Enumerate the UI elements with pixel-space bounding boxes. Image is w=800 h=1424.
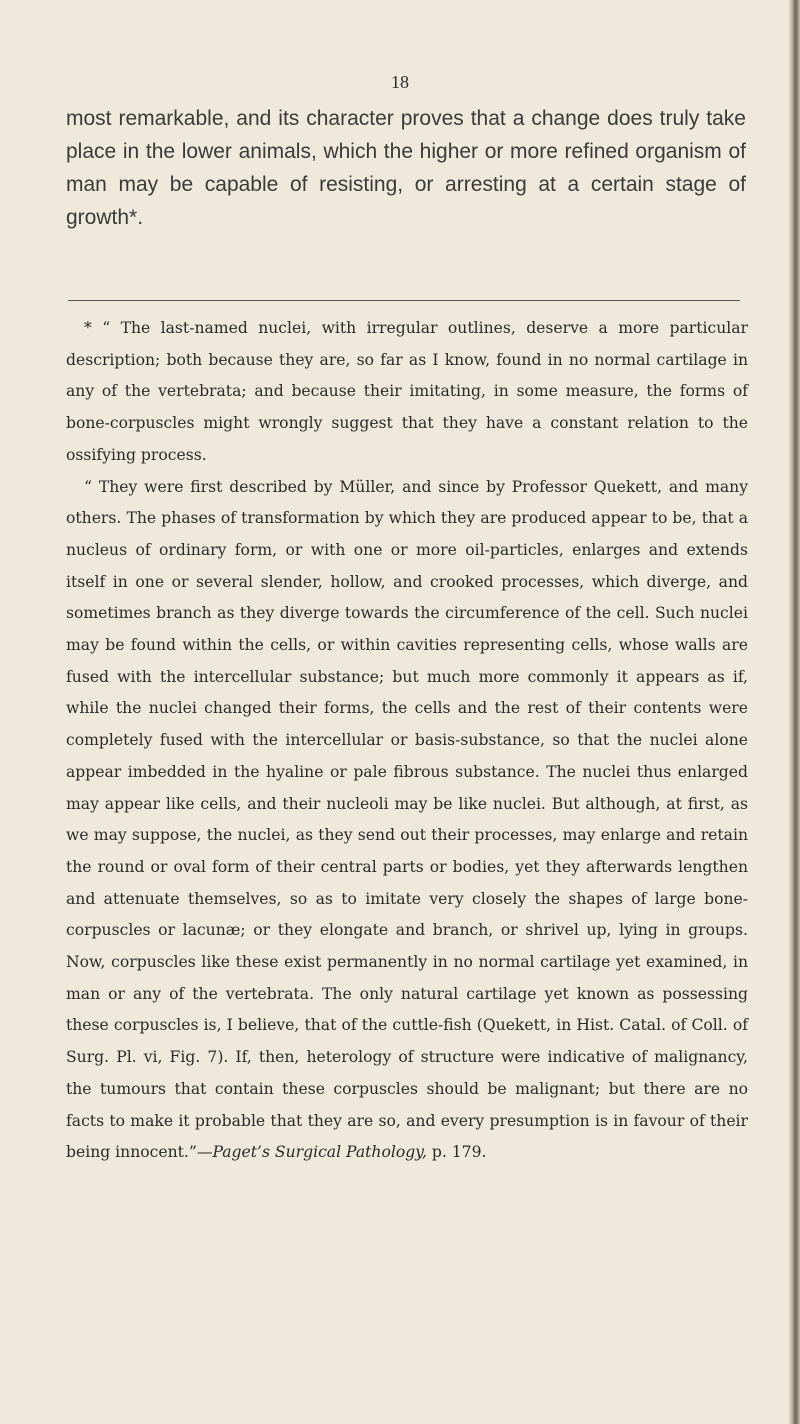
citation-title: Paget’s Surgical Pathology, (212, 1143, 427, 1162)
page-binding-edge (788, 0, 800, 1424)
citation-page: p. 179. (426, 1143, 487, 1162)
footnote-paragraph-2 (66, 472, 748, 1169)
footnote-paragraph-1: * “ The last-named nuclei, with irregular outlines, deserve a more particular description; both because they are, so far as I know, found in no normal cartilage in any of the vertebrata; and because their imitating, in some measure, the forms of bone-corpuscles might wrongly suggest that they have a constant relation to the ossifying process. (66, 319, 748, 464)
footnote (66, 313, 748, 1169)
footnote-paragraph-2-text: “ They were first described by Müller, and since by Professor Quekett, and many others. The phases of transformation by which they are produced appear to be, that a nucleus of ordinary form, or with one or more oil-particles, enlarges and extends itself in one or several slender, hollow, and crooked processes, which diverge, and sometimes branch as they diverge towards the circumference of the cell. Such nuclei may be found within the cells, or within cavities representing cells, whose walls are fused with the intercellular substance; but much more commonly it appears as if, while the nuclei changed their forms, the cells and the rest of their contents were completely fused with the intercellular or basis-substance, so that the nuclei alone appear imbedded in the hyaline or pale fibrous substance. The nuclei thus enlarged may appear like cells, and their nucleoli may be like nuclei. But although, at first, as we may suppose, the nuclei, as they send out their processes, may enlarge and retain the round or oval form of their central parts or bodies, yet they afterwards lengthen and attenuate themselves, so as to imitate very closely the shapes of large bone-corpuscles or lacunæ; or they elongate and branch, or shrivel up, lying in groups. Now, corpuscles like these exist permanently in no normal cartilage yet examined, in man or any of the vertebrata. The only natural cartilage yet known as possessing these corpuscles is, I believe, that of the cuttle-fish (Quekett, in Hist. Catal. of Coll. of Surg. Pl. vi, Fig. 7). If, then, heterology of structure were indicative of malignancy, the tumours that contain these corpuscles should be malignant; but there are no facts to make it probable that they are so, and every presumption is in favour of their being innocent.”— (66, 477, 748, 1162)
footnote-divider (68, 300, 740, 301)
page-number: 18 (391, 72, 409, 92)
body-paragraph: most remarkable, and its character proves that a change does truly take place in the lower animals, which the higher or more refined organism of man may be capable of resisting, or arresting at a certain stage of growth*. (66, 107, 746, 229)
